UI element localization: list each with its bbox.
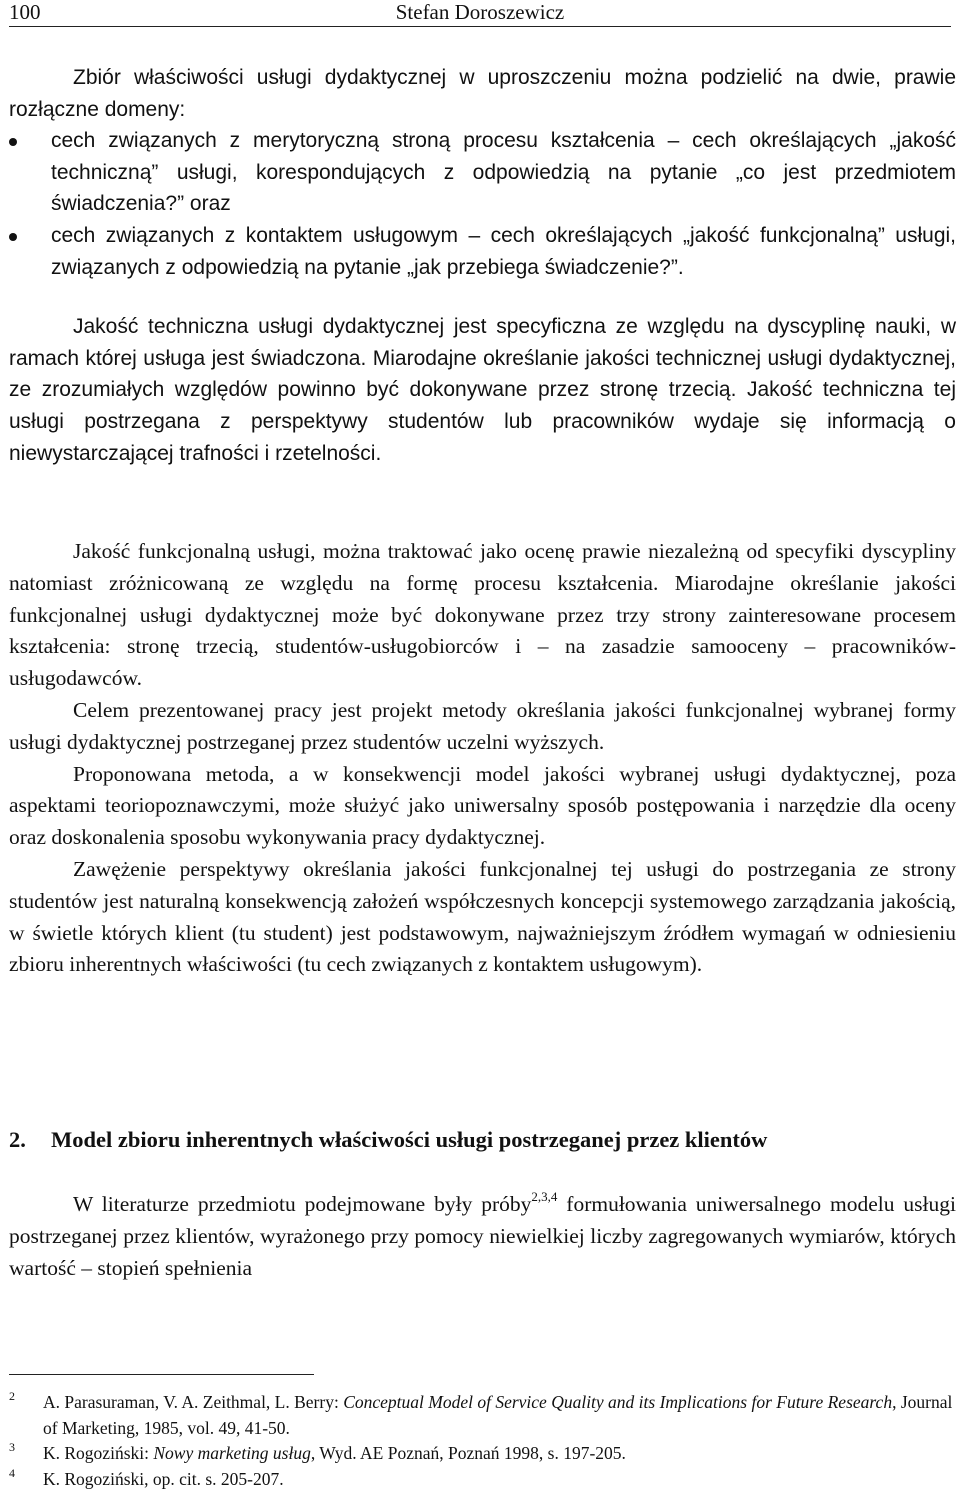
running-head: Stefan Doroszewicz [395,0,565,24]
footnote-reference: 2,3,4 [531,1189,558,1204]
paragraph-text: W literaturze przedmiotu podejmowane były próby [73,1192,532,1216]
section-heading [9,1127,956,1153]
paragraph: Zbiór właściwości usługi dydaktycznej w uproszczeniu można podzielić na dwie, prawie rozłączne domeny: [9,66,956,121]
bullet-list [9,125,956,283]
footnote-mark: 4 [9,1465,15,1480]
paragraph: Jakość funkcjonalną usługi, można traktować jako ocenę prawie niezależną od specyfiki dyscypliny natomiast zróżnicowaną ze względu na formę procesu kształcenia. Miarodajne określanie jakości funkcjonalnej usługi dydaktycznej może być dokonywane przez trzy strony zainteresowane procesem kształcenia: stronę trzecią, studentów-usługobiorców i – na zasadzie samooceny – pracowników-usługodawców. [9,539,956,691]
footnote-text: , Wyd. AE Poznań, Poznań 1998, s. 197-205. [310,1443,626,1463]
main-section [9,536,956,981]
page-number: 100 [9,0,41,24]
footnote-divider [9,1374,314,1375]
footnote-text: A. Parasuraman, V. A. Zeithmal, L. Berry: [43,1392,344,1412]
footnote-text: K. Rogoziński: [43,1443,154,1463]
page-header [9,0,951,27]
paragraph: Proponowana metoda, a w konsekwencji model jakości wybranej usługi dydaktycznej, poza aspektami teoriopoznawczymi, może służyć jako uniwersalny sposób postępowania i narzędzie dla oceny oraz doskonalenia sposobu wykonywania pracy dydaktycznej. [9,761,956,850]
footnote [9,1467,956,1493]
list-item-text: cech związanych z kontaktem usługowym – cech określających „jakość funkcjonalną” usługi, związanych z odpowiedzią na pytanie „jak przebiega świadczenie?”. [51,223,956,279]
list-item [9,125,956,220]
footnote-mark: 2 [9,1389,15,1403]
section-title: Model zbioru inherentnych właściwości usługi postrzeganej przez klientów [51,1127,768,1152]
footnote-text: K. Rogoziński, op. cit. s. 205-207. [43,1468,284,1489]
footnote [9,1441,956,1467]
footnotes [9,1390,956,1492]
list-item [9,220,956,283]
section-body [9,1189,956,1284]
footnote-mark: 3 [9,1440,15,1454]
bullet-icon [9,233,17,241]
list-item-text: cech związanych z merytoryczną stroną procesu kształcenia – cech określających „jakość techniczną” usługi, korespondujących z odpowiedzią na pytanie „co jest przedmiotem świadczenia?” oraz [51,129,956,216]
paragraph [9,1189,956,1284]
paragraph: Celem prezentowanej pracy jest projekt metody określania jakości funkcjonalnej wybranej formy usługi dydaktycznej postrzeganej przez studentów uczelni wyższych. [9,697,956,754]
paragraph: Zawężenie perspektywy określania jakości funkcjonalnej tej usługi do postrzegania ze strony studentów jest naturalną konsekwencją założeń współczesnych koncepcji systemowego zarządzania jakością, w świetle których klient (tu student) jest podstawowym, najważniejszym źródłem wymagań w odniesieniu zbioru inherentnych właściwości (tu cech związanych z kontaktem usługowym). [9,856,956,977]
footnote [9,1390,956,1441]
paragraph-text: formułowania uniwersalnego modelu usługi postrzeganej przez klientów, wyrażonego przy pomocy niewielkiej liczby zagregowanych wymiarów, których wartość – stopień spełnienia [9,1192,956,1280]
bullet-icon [9,138,17,146]
footnote-title: Conceptual Model of Service Quality and its Implications for Future Research [343,1392,893,1412]
section-number: 2. [9,1127,26,1152]
intro-section [9,62,956,469]
paragraph: Jakość techniczna usługi dydaktycznej jest specyficzna ze względu na dyscyplinę nauki, w ramach której usługa jest świadczona. Miarodajne określanie jakości technicznej usługi dydaktycznej, ze zrozumiałych względów powinno być dokonywane przez stronę trzecią. Jakość techniczna tej usługi postrzegana z perspektywy studentów lub pracowników wydaje się informacją o niewystarczającej trafności i rzetelności. [9,315,956,465]
footnote-text: , Journal of Marketing, 1985, vol. 49, 41-50. [43,1392,953,1438]
footnote-title: Nowy marketing usług [153,1443,311,1463]
